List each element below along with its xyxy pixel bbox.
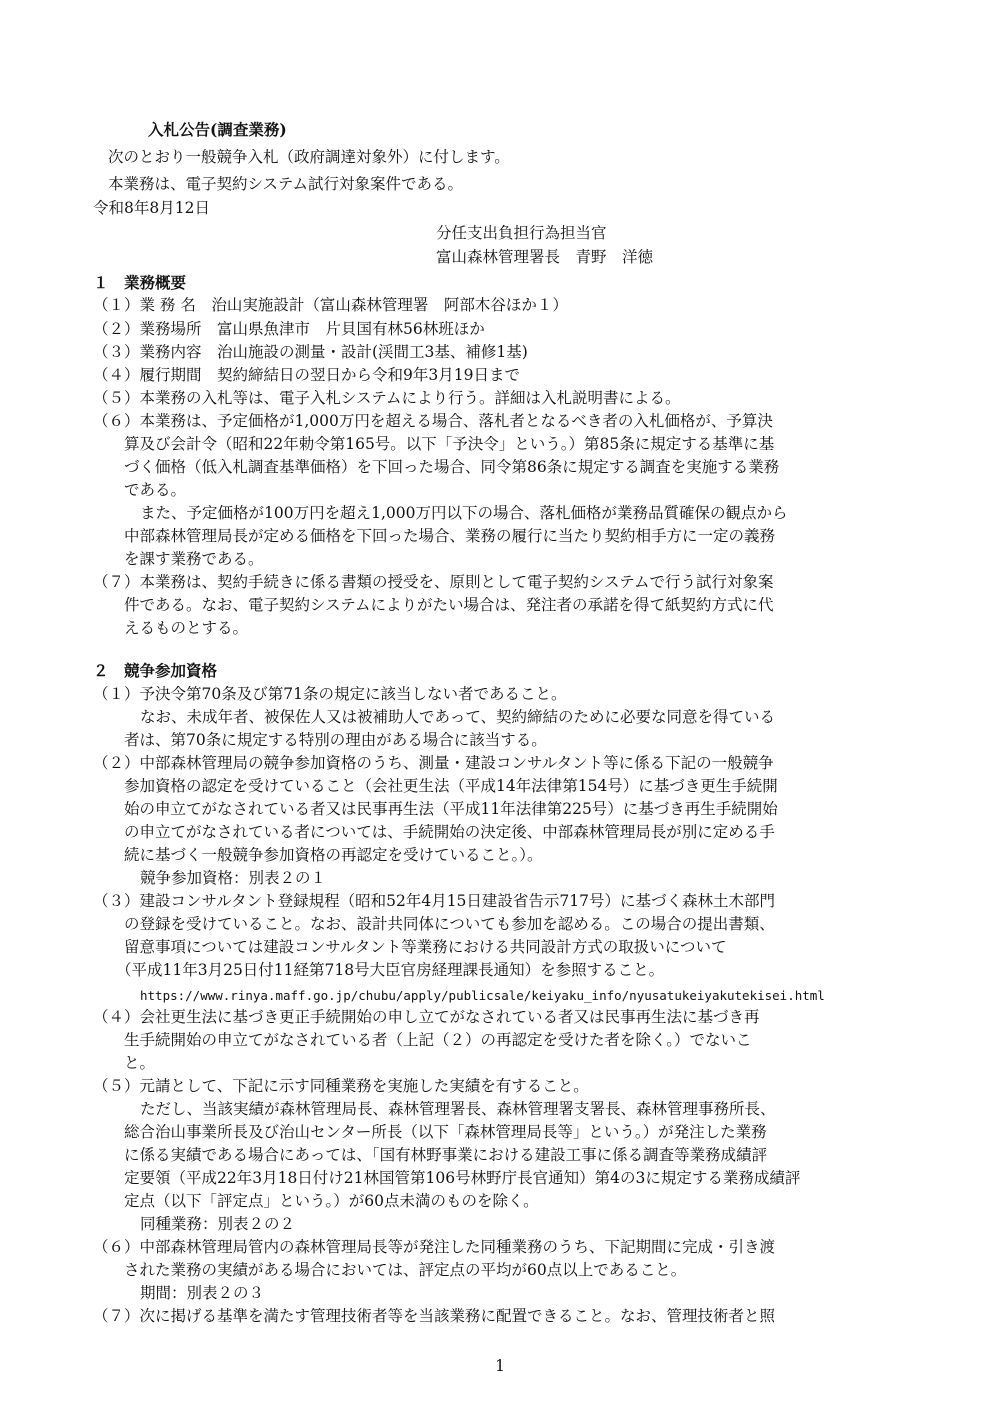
list-item: （５）本業務の入札等は、電子入札システムにより行う。詳細は入札説明書による。 <box>93 389 681 407</box>
issuer-name: 富山森林管理署長 青野 洋徳 <box>436 248 654 266</box>
paragraph-line: また、予定価格が100万円を超え1,000万円以下の場合、落札価格が業務品質確保の観点から <box>140 504 788 522</box>
paragraph-line: 算及び会計令（昭和22年勅令第165号。以下「予決令」という。）第85条に規定する基準に基 <box>124 435 775 453</box>
paragraph-line: （６）中部森林管理局管内の森林管理局長等が発注した同種業務のうち、下記期間に完成・引き渡 <box>93 1238 776 1256</box>
paragraph-line: と。 <box>124 1054 156 1072</box>
paragraph-line: なお、未成年者、被保佐人又は被補助人であって、契約締結のために必要な同意を得ている <box>140 708 776 726</box>
paragraph-line: 定要領（平成22年3月18日付け21林国管第106号林野庁長官通知）第4の3に規定する業務成績評 <box>124 1169 801 1187</box>
reference-url: https://www.rinya.maff.go.jp/chubu/apply/publicsale/keiyaku_info/nyusatukeiyakutekisei.html <box>140 988 825 1003</box>
intro-line: 次のとおり一般競争入札（政府調達対象外）に付します。 <box>108 148 510 166</box>
paragraph-line: （５）元請として、下記に示す同種業務を実施した実績を有すること。 <box>93 1077 589 1095</box>
paragraph-line: 生手続開始の申立てがなされている者（上記（２）の再認定を受けた者を除く。）でないこ <box>124 1031 752 1049</box>
paragraph-line: である。 <box>124 481 187 499</box>
paragraph-line: を課す業務である。 <box>124 550 264 568</box>
paragraph-line: づく価格（低入札調査基準価格）を下回った場合、同令第86条に規定する調査を実施する業務 <box>124 458 780 476</box>
paragraph-line: に係る実績である場合にあっては、「国有林野事業における建設工事に係る調査等業務成績評 <box>124 1146 768 1164</box>
paragraph-line: （３）建設コンサルタント登録規程（昭和52年4月15日建設省告示717号）に基づく森林土木部門 <box>93 892 776 910</box>
paragraph-line: 総合治山事業所長及び治山センター所長（以下「森林管理局長等」という。）が発注した業務 <box>124 1123 767 1141</box>
paragraph-line: 同種業務：別表２の２ <box>140 1215 296 1233</box>
paragraph-line: 者は、第70条に規定する特別の理由がある場合に該当する。 <box>124 731 547 749</box>
paragraph-line: 中部森林管理局長が定める価格を下回った場合、業務の履行に当たり契約相手方に一定の義務 <box>124 527 776 545</box>
paragraph-line: （７）本業務は、契約手続きに係る書類の授受を、原則として電子契約システムで行う試行対象案 <box>93 573 774 591</box>
paragraph-line: （６）本業務は、予定価格が1,000万円を超える場合、落札者となるべき者の入札価格が、予算決 <box>93 412 773 430</box>
paragraph-line: 留意事項については建設コンサルタント等業務における共同設計方式の取扱いについて <box>124 938 727 956</box>
paragraph-line: の申立てがなされている者については、手続開始の決定後、中部森林管理局長が別に定める手 <box>124 823 775 841</box>
paragraph-line: （２）中部森林管理局の競争参加資格のうち、測量・建設コンサルタント等に係る下記の一般競争 <box>93 754 774 772</box>
section-heading: １ 業務概要 <box>93 273 187 292</box>
section-heading: ２ 競争参加資格 <box>93 661 218 680</box>
paragraph-line: の登録を受けていること。なお、設計共同体についても参加を認める。この場合の提出書類、 <box>124 915 775 933</box>
list-item: （４）履行期間 契約締結日の翌日から令和9年3月19日まで <box>93 366 520 384</box>
paragraph-line: 件である。なお、電子契約システムによりがたい場合は、発注者の承諾を得て紙契約方式に代 <box>124 596 774 614</box>
notice-title: 入札公告(調査業務) <box>148 120 287 139</box>
paragraph-line: 参加資格の認定を受けていること（会社更生法（平成14年法律第154号）に基づき更生手続開 <box>124 777 778 795</box>
intro-line: 本業務は、電子契約システム試行対象案件である。 <box>108 175 463 193</box>
paragraph-line: （１）予決令第70条及び第71条の規定に該当しない者であること。 <box>93 685 567 703</box>
paragraph-line: 期間：別表２の３ <box>140 1284 265 1302</box>
paragraph-line: 競争参加資格：別表２の１ <box>140 869 327 887</box>
page-number: 1 <box>495 1357 505 1375</box>
paragraph-line: （４）会社更生法に基づき更正手続開始の申し立てがなされている者又は民事再生法に基づき再 <box>93 1008 760 1026</box>
notice-date: 令和8年8月12日 <box>93 199 210 217</box>
list-item: （３）業務内容 治山施設の測量・設計(渓間工3基、補修1基) <box>93 343 528 361</box>
paragraph-line: 定点（以下「評定点」という。）が60点未満のものを除く。 <box>124 1192 539 1210</box>
paragraph-line: （７）次に掲げる基準を満たす管理技術者等を当該業務に配置できること。なお、管理技術者と照 <box>93 1307 776 1325</box>
issuer-title: 分任支出負担行為担当官 <box>436 224 607 242</box>
list-item: （１）業 務 名 治山実施設計（富山森林管理署 阿部木谷ほか１） <box>93 296 568 314</box>
paragraph-line: ただし、当該実績が森林管理局長、森林管理署長、森林管理署支署長、森林管理事務所長、 <box>140 1100 776 1118</box>
paragraph-line: 始の申立てがなされている者又は民事再生法（平成11年法律第225号）に基づき再生手続開始 <box>124 800 778 818</box>
paragraph-line: された業務の実績がある場合においては、評定点の平均が60点以上であること。 <box>124 1261 687 1279</box>
paragraph-line: えるものとする。 <box>124 619 249 637</box>
paragraph-line: 続に基づく一般競争参加資格の再認定を受けていること。）。 <box>124 846 543 864</box>
list-item: （２）業務場所 富山県魚津市 片貝国有林56林班ほか <box>93 320 485 338</box>
paragraph-line: （平成11年3月25日付11経第718号大臣官房経理課長通知）を参照すること。 <box>116 961 665 979</box>
